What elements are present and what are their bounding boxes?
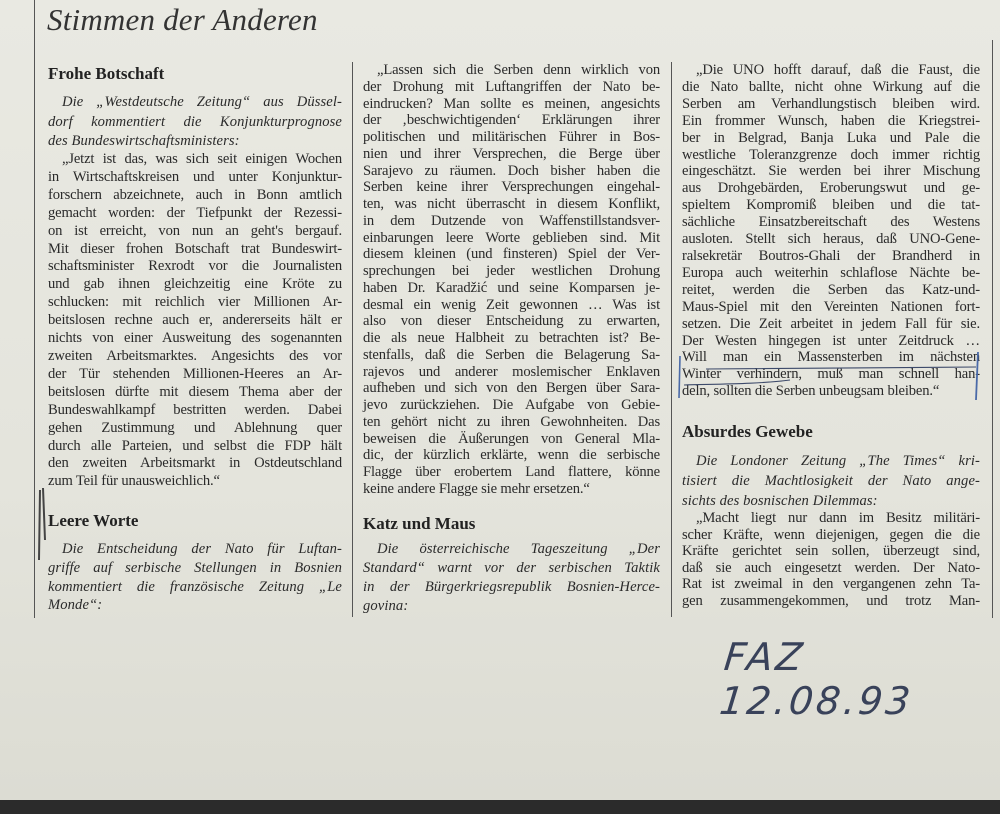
text-line: sprechungen bei jeder westlichen Drohung [363, 263, 660, 279]
text-line: Mit dieser frohen Botschaft trat Bundeswirt- [48, 240, 342, 257]
text-line: zweiten Arbeitsmarktes. Angesichts des vor [48, 347, 342, 364]
article-heading: Leere Worte [48, 511, 139, 530]
text-line: durch alle Parteien, und selbst die FDP hält [48, 437, 342, 454]
text-line: ber in Belgrad, Banja Luka und Pale die [682, 129, 980, 146]
text-line: gemacht worden: der Tiefpunkt der Rezessi- [48, 204, 342, 221]
article-heading: Frohe Botschaft [48, 64, 165, 83]
text-line: forschern abzeichnete, auch in Bonn amtlich [48, 186, 342, 203]
text-line: haben Dr. Karadžić und seine Komparsen je- [363, 279, 660, 296]
text-line: also von dieser Entscheidung zu erwarten, [363, 313, 660, 330]
text-line: Sarajevo zu räumen. Doch bisher haben die [363, 162, 660, 179]
text-line: gen zusammengekommen, und trotz Man- [682, 592, 980, 609]
text-line: die Nato ballte, nicht ohne Wirkung auf die [682, 78, 980, 95]
text-line: nichts von einer Ausweitung des sogenannten [48, 330, 342, 347]
text-line: daß sie auch eingesetzt werden. Der Nato- [682, 559, 980, 576]
text-line: „Lassen sich die Serben denn wirklich von [377, 62, 660, 78]
text-line: sichts des bosnischen Dilemmas: [682, 493, 878, 509]
pen-underline [706, 367, 976, 369]
text-line: Monde“: [48, 597, 103, 614]
pen-bracket-left [679, 356, 680, 398]
text-line: Die Londoner Zeitung „The Times“ kri- [696, 453, 980, 469]
text-line: in der Bürgerkriegsrepublik Bosnien-Herce- [363, 579, 660, 595]
text-line: Rat ist zweimal in den vergangenen zehn Ta- [682, 576, 980, 593]
text-line: Flagge über erobertem Land flattere, könne [363, 464, 660, 480]
text-line: beweisen die Äußerungen von General Mla- [363, 430, 660, 447]
text-line: den zweiten Arbeitsmarkt in Ostdeutschland [48, 455, 342, 472]
scan-mark [39, 488, 45, 560]
text-line: der Drohung mit Luftangriffen der Nato be- [363, 78, 660, 95]
text-line: beitslosen rechne auch er, andererseits hält er [48, 312, 342, 329]
text-line: spieltem Kompromiß bleiben und die tat- [682, 197, 980, 214]
text-line: Die „Westdeutsche Zeitung“ aus Düssel- [62, 94, 342, 110]
text-line: reitet, werden die Serben das Katz-und- [682, 281, 980, 298]
text-line: eindrucken? Man sollte es meinen, angesichts [363, 95, 660, 112]
text-line: deln, sollten die Serben unbeugsam bleiben.“ [682, 383, 940, 400]
text-line: Serben am Verhandlungstisch bleiben wird. [682, 95, 980, 112]
text-line: diesem kleinen (und finsteren) Spiel der Ver- [363, 246, 660, 263]
article-heading: Katz und Maus [363, 514, 476, 533]
text-line: kommentiert die französische Zeitung „Le [48, 578, 342, 595]
pen-bracket-right [976, 352, 978, 400]
text-line: des Bundeswirtschaftsministers: [48, 133, 240, 149]
text-line: zum Teil für unausweichlich.“ [48, 473, 220, 490]
text-line: einbarungen leere Worte geblieben sind. Mit [363, 229, 660, 246]
text-line: und gab ihnen gleichzeitig eine Kröte zu [48, 276, 342, 293]
text-line: „Macht liegt nur dann im Besitz militäri- [696, 510, 980, 526]
article-heading: Absurdes Gewebe [682, 422, 813, 441]
text-line: gehen Zustimmung und Ablehnung quer [48, 419, 342, 436]
text-line: tisiert die Machtlosigkeit der Nato ange- [682, 473, 980, 489]
text-line: schlucken: mit reichlich vier Millionen Ar- [48, 294, 342, 311]
text-line: ten, was nicht überrascht in diesem Konflikt, [363, 196, 660, 212]
text-line: on ist erreicht, von nun an geht's bergauf. [48, 222, 342, 239]
text-line: ten gehört nicht zu ihren Gewohnheiten. Das [363, 413, 660, 430]
text-line: Kräfte gerichtet sein sollen, überzeugt sind, [682, 543, 980, 560]
text-line: in Wirtschaftskreisen und unter Konjunktur- [48, 168, 342, 185]
text-line: westliche Toleranzgrenze doch immer richtig [682, 146, 980, 163]
text-line: Bundeswahlkampf bestritten werden. Dabei [48, 401, 342, 418]
text-line: schaftsminister Rexrodt vor die Journalisten [48, 258, 342, 275]
text-line: „Die UNO hofft darauf, daß die Faust, die [696, 62, 980, 78]
text-line: desmal ein wenig Zeit gewonnen … Was ist [363, 296, 660, 313]
handwritten-source-date: FAZ 12.08.93 [717, 635, 916, 723]
text-line: Standard“ warnt vor der serbischen Taktik [363, 560, 660, 576]
text-line: Ein frommer Wunsch, haben die Kriegstrei- [682, 112, 980, 129]
text-line: sächliche Einsatzbereitschaft des Westens [682, 214, 980, 231]
text-line: die als neue Halbheit zu betrachten ist? Be- [363, 330, 660, 346]
text-line: eingeschätzt. Sie werden bei ihrer Mischung [682, 163, 980, 180]
text-line: stenfalls, daß die Serben die Belagerung Sa- [363, 346, 660, 363]
text-line: in dem Dutzende von Waffenstillstandsver- [363, 212, 660, 229]
text-line: jevo zurückziehen. Die Aufgabe von Gebie- [363, 397, 660, 413]
text-line: ausloten. Stellt sich heraus, daß UNO-Gene- [682, 231, 980, 248]
text-line: aus Drohgebärden, Eroberungswut und ge- [682, 180, 980, 197]
text-line: setzen. Die Zeit arbeitet in jedem Fall für sie. [682, 315, 980, 332]
text-line: Winter verhindern, muß man schnell han- [682, 366, 980, 383]
text-line: Der Westen hingegen ist unter Zeitdruck … [682, 332, 980, 349]
text-line: govina: [363, 598, 409, 614]
text-line: der ‚beschwichtigenden‘ Erklärungen ihrer [363, 112, 660, 129]
text-line: Die österreichische Tageszeitung „Der [377, 541, 660, 557]
text-line: der Tür stehenden Millionen-Heeres an Ar- [48, 365, 342, 382]
text-line: dorf kommentiert die Konjunkturprognose [48, 113, 342, 130]
text-line: Serben keine ihrer Versprechungen eingehal- [363, 179, 660, 196]
pen-underline [684, 380, 790, 385]
text-line: dic, der kürzlich erklärte, wenn die serbische [363, 447, 660, 464]
text-line: keine andere Flagge sie mehr ersetzen.“ [363, 480, 590, 497]
text-line: ralsekretär Boutros-Ghali der Brandherd in [682, 247, 980, 264]
page-title: Stimmen der Anderen [47, 2, 318, 37]
text-line: nien und ihrer Versprechen, die Berge über [363, 145, 660, 162]
text-line: scher Kräfte, wenn diejenigen, gegen die die [682, 526, 980, 543]
text-line: aufheben und sich von den Bergen über Sara- [363, 380, 660, 397]
text-line: „Jetzt ist das, was sich seit einigen Wochen [62, 151, 342, 167]
text-line: griffe auf serbische Stellungen in Bosnien [48, 559, 342, 576]
text-line: rajevos und anderer moslemischer Enklaven [363, 363, 660, 380]
text-line: Maus-Spiel mit den Vereinten Nationen fort- [682, 298, 980, 315]
text-line: Will man ein Massensterben im nächsten [682, 349, 980, 366]
text-line: Die Entscheidung der Nato für Luftan- [62, 541, 342, 557]
text-line: beitslosen dürfte mit diesem Thema aber der [48, 383, 342, 400]
text-line: politischen und militärischen Führer in Bos- [363, 129, 660, 145]
text-line: Europa auch weiterhin schlaflose Nächte be- [682, 264, 980, 281]
